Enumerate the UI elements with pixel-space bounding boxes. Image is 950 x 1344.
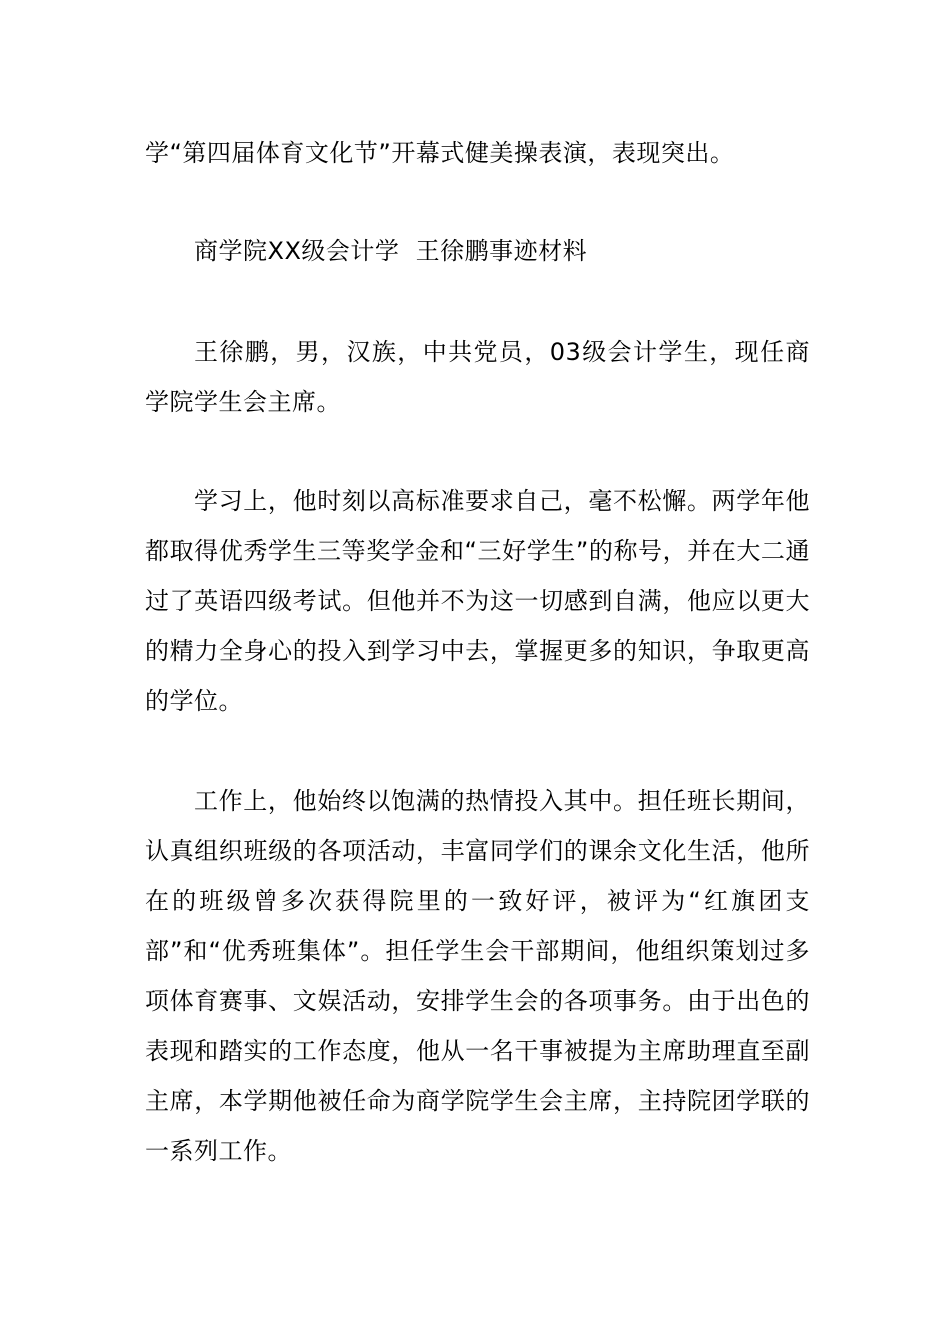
paragraph-continuation: 学“第四届体育文化节”开幕式健美操表演，表现突出。 bbox=[145, 139, 735, 167]
paragraph-work: 工作上，他始终以饱满的热情投入其中。担任班长期间，认真组织班级的各项活动，丰富同学们的课余文化生活，他所在的班级曾多次获得院里的一致好评，被评为“红旗团支部”和“优秀班集体”。担任学生会干部期间，他组织策划过多项体育赛事、文娱活动，安排学生会的各项事务。由于出色的表现和踏实的工作态度，他从一名干事被提为主席助理直至副主席，本学期他被任命为商学院学生会主席，主持院团学联的一系列工作。 bbox=[145, 787, 810, 1165]
section-heading: 商学院XX级会计学 王徐鹏事迹材料 bbox=[194, 237, 588, 265]
paragraph-study: 学习上，他时刻以高标准要求自己，毫不松懈。两学年他都取得优秀学生三等奖学金和“三好学生”的称号，并在大二通过了英语四级考试。但他并不为这一切感到自满，他应以更大的精力全身心的投入到学习中去，掌握更多的知识，争取更高的学位。 bbox=[145, 487, 810, 715]
paragraph-intro: 王徐鹏，男，汉族，中共党员，03级会计学生，现任商学院学生会主席。 bbox=[145, 338, 810, 416]
